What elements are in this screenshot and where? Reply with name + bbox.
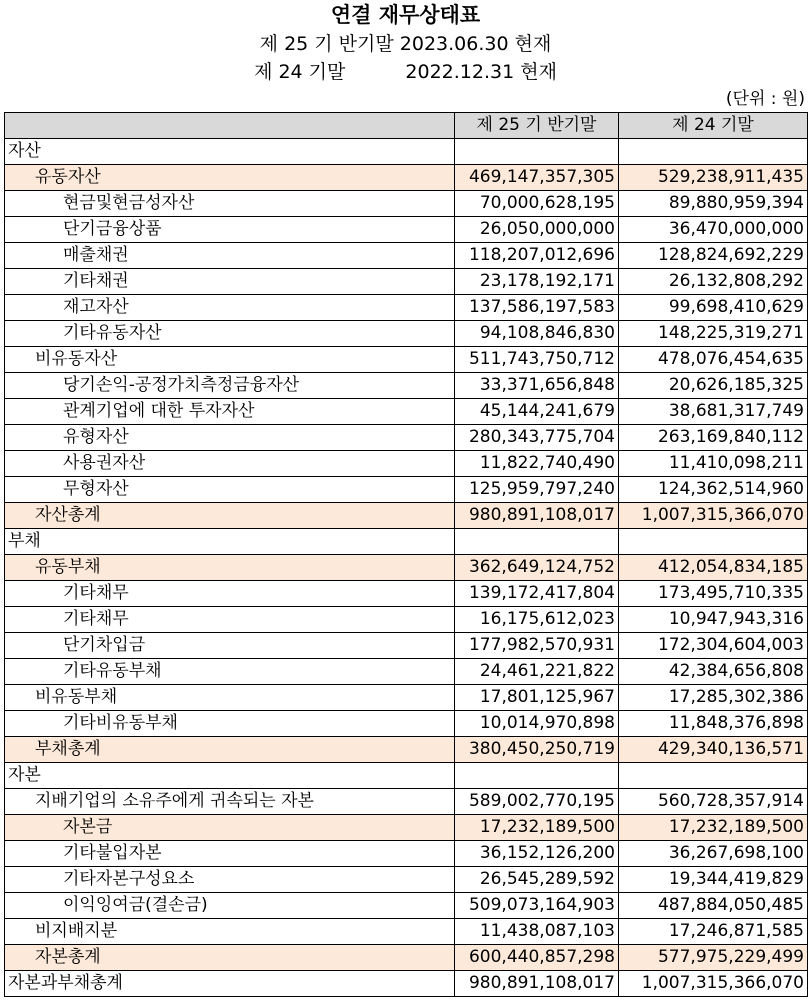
table-row — [5, 191, 808, 217]
prior-period-amount — [619, 139, 808, 165]
table-row — [5, 607, 808, 633]
table-row — [5, 321, 808, 347]
prior-period-amount: 11,848,376,898 — [619, 711, 808, 737]
prior-period-date: 2022.12.31 현재 — [405, 61, 557, 83]
prior-period-amount: 38,681,317,749 — [619, 399, 808, 425]
account-name: 단기차입금 — [5, 633, 455, 659]
account-name: 기타비유동부채 — [5, 711, 455, 737]
prior-period-amount: 11,410,098,211 — [619, 451, 808, 477]
table-row — [5, 659, 808, 685]
account-name: 부채 — [5, 529, 455, 555]
header-account — [5, 113, 455, 139]
current-period-amount: 511,743,750,712 — [455, 347, 619, 373]
current-period-amount: 36,152,126,200 — [455, 841, 619, 867]
account-name: 유형자산 — [5, 425, 455, 451]
account-name: 기타유동자산 — [5, 321, 455, 347]
prior-period-amount: 173,495,710,335 — [619, 581, 808, 607]
prior-period-amount: 263,169,840,112 — [619, 425, 808, 451]
prior-period-amount: 36,267,698,100 — [619, 841, 808, 867]
account-name: 자본과부채총계 — [5, 971, 455, 997]
current-period-amount: 118,207,012,696 — [455, 243, 619, 269]
current-period-amount: 380,450,250,719 — [455, 737, 619, 763]
account-name: 유동자산 — [5, 165, 455, 191]
account-name: 현금및현금성자산 — [5, 191, 455, 217]
current-period-amount: 17,232,189,500 — [455, 815, 619, 841]
table-row — [5, 555, 808, 581]
table-row — [5, 841, 808, 867]
table-row — [5, 815, 808, 841]
table-row — [5, 165, 808, 191]
current-period-amount: 23,178,192,171 — [455, 269, 619, 295]
account-name: 비유동부채 — [5, 685, 455, 711]
current-period-amount: 26,050,000,000 — [455, 217, 619, 243]
prior-period-amount: 172,304,604,003 — [619, 633, 808, 659]
prior-period-amount: 36,470,000,000 — [619, 217, 808, 243]
account-name: 비유동자산 — [5, 347, 455, 373]
table-row — [5, 139, 808, 165]
prior-period-amount: 577,975,229,499 — [619, 945, 808, 971]
table-row — [5, 633, 808, 659]
current-period-label: 제 25 기 반기말 2023.06.30 현재 — [259, 33, 552, 55]
current-period-amount: 45,144,241,679 — [455, 399, 619, 425]
prior-period-amount: 20,626,185,325 — [619, 373, 808, 399]
prior-period-amount: 99,698,410,629 — [619, 295, 808, 321]
current-period-amount — [455, 763, 619, 789]
account-name: 무형자산 — [5, 477, 455, 503]
prior-period-amount: 412,054,834,185 — [619, 555, 808, 581]
prior-period-amount: 1,007,315,366,070 — [619, 503, 808, 529]
prior-period-amount: 89,880,959,394 — [619, 191, 808, 217]
current-period-amount: 589,002,770,195 — [455, 789, 619, 815]
current-period-amount: 469,147,357,305 — [455, 165, 619, 191]
prior-period-amount: 128,824,692,229 — [619, 243, 808, 269]
account-name: 지배기업의 소유주에게 귀속되는 자본 — [5, 789, 455, 815]
current-period-amount: 509,073,164,903 — [455, 893, 619, 919]
current-period-amount: 980,891,108,017 — [455, 503, 619, 529]
table-row — [5, 685, 808, 711]
header-prior-period: 제 24 기말 — [619, 113, 808, 139]
account-name: 자본총계 — [5, 945, 455, 971]
table-row — [5, 347, 808, 373]
prior-period-amount: 10,947,943,316 — [619, 607, 808, 633]
table-row — [5, 451, 808, 477]
table-row — [5, 867, 808, 893]
current-period-amount: 137,586,197,583 — [455, 295, 619, 321]
table-row — [5, 295, 808, 321]
current-period-amount: 139,172,417,804 — [455, 581, 619, 607]
account-name: 기타채무 — [5, 581, 455, 607]
current-period-amount: 24,461,221,822 — [455, 659, 619, 685]
account-name: 단기금융상품 — [5, 217, 455, 243]
prior-period-amount: 17,285,302,386 — [619, 685, 808, 711]
account-name: 기타채무 — [5, 607, 455, 633]
current-period-amount: 17,801,125,967 — [455, 685, 619, 711]
prior-period-name: 제 24 기말 — [254, 61, 346, 83]
account-name: 기타자본구성요소 — [5, 867, 455, 893]
current-period-amount: 600,440,857,298 — [455, 945, 619, 971]
account-name: 자산 — [5, 139, 455, 165]
account-name: 부채총계 — [5, 737, 455, 763]
current-period-amount: 980,891,108,017 — [455, 971, 619, 997]
current-period-amount: 70,000,628,195 — [455, 191, 619, 217]
table-row — [5, 425, 808, 451]
current-period-amount: 11,438,087,103 — [455, 919, 619, 945]
prior-period-amount: 17,246,871,585 — [619, 919, 808, 945]
account-name: 이익잉여금(결손금) — [5, 893, 455, 919]
prior-period-amount: 26,132,808,292 — [619, 269, 808, 295]
current-period-amount: 26,545,289,592 — [455, 867, 619, 893]
prior-period-amount: 487,884,050,485 — [619, 893, 808, 919]
account-name: 자산총계 — [5, 503, 455, 529]
prior-period-amount: 1,007,315,366,070 — [619, 971, 808, 997]
current-period-amount — [455, 139, 619, 165]
table-row — [5, 269, 808, 295]
current-period-amount — [455, 529, 619, 555]
prior-period-label — [0, 60, 811, 84]
table-row — [5, 503, 808, 529]
table-row — [5, 893, 808, 919]
table-row — [5, 243, 808, 269]
current-period-amount: 33,371,656,848 — [455, 373, 619, 399]
current-period-amount: 125,959,797,240 — [455, 477, 619, 503]
prior-period-amount: 42,384,656,808 — [619, 659, 808, 685]
prior-period-amount: 529,238,911,435 — [619, 165, 808, 191]
account-name: 비지배지분 — [5, 919, 455, 945]
table-row — [5, 919, 808, 945]
account-name: 기타채권 — [5, 269, 455, 295]
table-row — [5, 373, 808, 399]
unit-label: (단위 : 원) — [725, 89, 805, 109]
prior-period-amount: 429,340,136,571 — [619, 737, 808, 763]
account-name: 유동부채 — [5, 555, 455, 581]
account-name: 기타유동부채 — [5, 659, 455, 685]
account-name: 자본 — [5, 763, 455, 789]
current-period-amount: 10,014,970,898 — [455, 711, 619, 737]
current-period-amount: 11,822,740,490 — [455, 451, 619, 477]
table-row — [5, 789, 808, 815]
table-row — [5, 763, 808, 789]
table-row — [5, 711, 808, 737]
current-period-amount: 177,982,570,931 — [455, 633, 619, 659]
prior-period-amount: 560,728,357,914 — [619, 789, 808, 815]
table-row — [5, 737, 808, 763]
account-name: 자본금 — [5, 815, 455, 841]
current-period-amount: 362,649,124,752 — [455, 555, 619, 581]
balance-sheet-table — [4, 112, 808, 997]
prior-period-amount — [619, 763, 808, 789]
current-period-amount: 16,175,612,023 — [455, 607, 619, 633]
prior-period-amount — [619, 529, 808, 555]
account-name: 관계기업에 대한 투자자산 — [5, 399, 455, 425]
current-period-amount: 94,108,846,830 — [455, 321, 619, 347]
table-row — [5, 529, 808, 555]
prior-period-amount: 17,232,189,500 — [619, 815, 808, 841]
header-current-period: 제 25 기 반기말 — [455, 113, 619, 139]
account-name: 매출채권 — [5, 243, 455, 269]
table-row — [5, 581, 808, 607]
account-name: 기타불입자본 — [5, 841, 455, 867]
current-period-amount: 280,343,775,704 — [455, 425, 619, 451]
table-body — [5, 139, 808, 997]
table-row — [5, 945, 808, 971]
prior-period-amount: 124,362,514,960 — [619, 477, 808, 503]
account-name: 사용권자산 — [5, 451, 455, 477]
account-name: 재고자산 — [5, 295, 455, 321]
table-row — [5, 217, 808, 243]
prior-period-amount: 148,225,319,271 — [619, 321, 808, 347]
table-header-row — [5, 113, 808, 139]
table-row — [5, 477, 808, 503]
table-row — [5, 971, 808, 997]
statement-title: 연결 재무상태표 — [330, 3, 481, 27]
account-name: 당기손익-공정가치측정금융자산 — [5, 373, 455, 399]
table-row — [5, 399, 808, 425]
prior-period-amount: 19,344,419,829 — [619, 867, 808, 893]
prior-period-amount: 478,076,454,635 — [619, 347, 808, 373]
